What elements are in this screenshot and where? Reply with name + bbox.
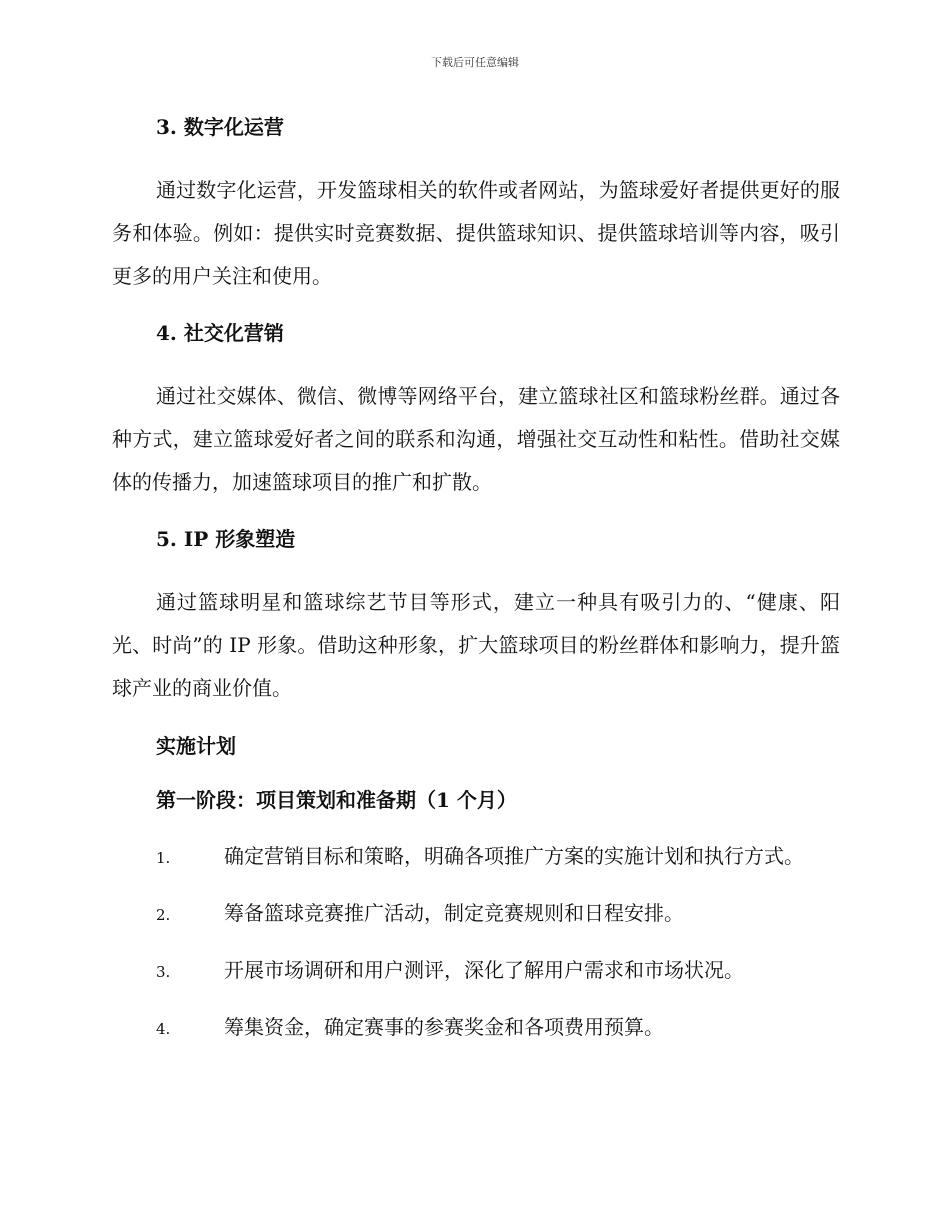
list-item <box>112 835 840 880</box>
plan-title: 实施计划 <box>156 734 236 758</box>
list-item-text: 筹集资金，确定赛事的参赛奖金和各项费用预算。 <box>224 1015 664 1039</box>
section-paragraph-social: 通过社交媒体、微信、微博等网络平台，建立篮球社区和篮球粉丝群。通过各种方式，建立篮球爱好者之间的联系和沟通，增强社交互动性和粘性。借助社交媒体的传播力，加速篮球项目的推广和扩散。 <box>112 384 840 494</box>
list-item-text: 筹备篮球竞赛推广活动，制定竞赛规则和日程安排。 <box>224 901 684 925</box>
header-note: 下载后可任意编辑 <box>431 56 519 69</box>
list-item-number: 2. <box>156 906 171 924</box>
list-item <box>112 1006 840 1051</box>
section-paragraph-digital: 通过数字化运营，开发篮球相关的软件或者网站，为篮球爱好者提供更好的服务和体验。例如：提供实时竞赛数据、提供篮球知识、提供篮球培训等内容，吸引更多的用户关注和使用。 <box>112 178 840 288</box>
list-item <box>112 949 840 994</box>
plan-list <box>112 835 840 1051</box>
list-item-number: 1. <box>156 849 171 867</box>
document-body <box>112 112 840 1051</box>
section-heading-digital: 3. 数字化运营 <box>156 115 284 139</box>
list-item-text: 开展市场调研和用户测评，深化了解用户需求和市场状况。 <box>224 958 744 982</box>
list-item-text: 确定营销目标和策略，明确各项推广方案的实施计划和执行方式。 <box>224 844 804 868</box>
section-heading-ip: 5. IP 形象塑造 <box>156 527 296 551</box>
list-item-number: 3. <box>156 963 171 981</box>
section-heading-social: 4. 社交化营销 <box>156 321 284 345</box>
section-paragraph-ip: 通过篮球明星和篮球综艺节目等形式，建立一种具有吸引力的、“健康、阳光、时尚”的 IP 形象。借助这种形象，扩大篮球项目的粉丝群体和影响力，提升篮球产业的商业价值。 <box>112 590 840 700</box>
phase-title: 第一阶段：项目策划和准备期（1 个月） <box>156 788 517 812</box>
list-item-number: 4. <box>156 1020 171 1038</box>
list-item <box>112 892 840 937</box>
